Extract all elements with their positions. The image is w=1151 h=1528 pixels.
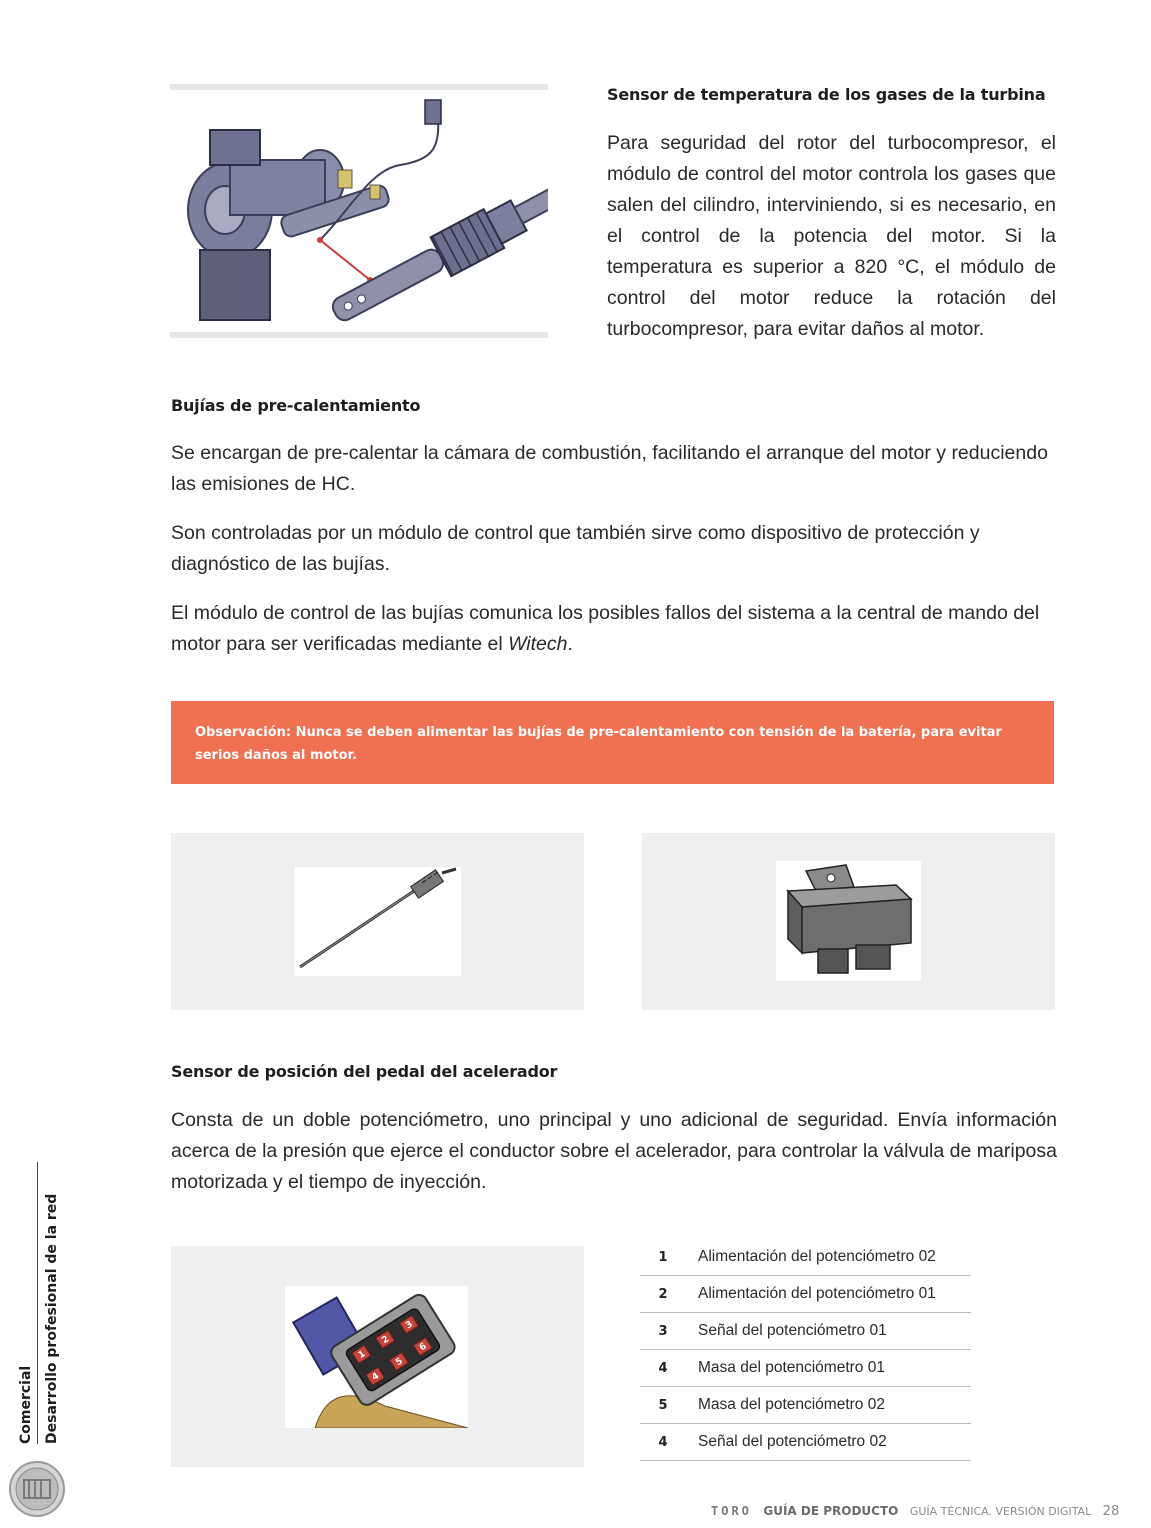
glow-plugs-heading: Bujías de pre-calentamiento — [171, 396, 421, 415]
witech-term: Witech — [508, 633, 568, 655]
glow-plug-control-module-image-box — [642, 833, 1055, 1010]
glow-plugs-text — [171, 438, 1057, 678]
table-row — [640, 1350, 971, 1387]
pin-number: 3 — [640, 1313, 686, 1350]
table-row — [640, 1239, 971, 1276]
pedal-connector-image-box — [171, 1246, 584, 1467]
connector-pin-label: 6 — [417, 1341, 429, 1354]
pedal-sensor-text: Consta de un doble potenciómetro, uno principal y uno adicional de seguridad. Envía información acerca de la presión que ejerce el conductor sobre el acelerador, para controlar la válvula de mariposa motorizada y el tiempo de inyección. — [171, 1109, 1057, 1193]
turbocharger-illustration — [170, 90, 548, 332]
sidebar-divider — [37, 1162, 38, 1444]
pin-description: Masa del potenciómetro 02 — [686, 1387, 971, 1424]
glow-plugs-paragraph-3-start: El módulo de control de las bujías comunica los posibles fallos del sistema a la central de mando del motor para ser verificadas mediante el — [171, 602, 1040, 655]
pedal-sensor-heading: Sensor de posición del pedal del acelerador — [171, 1062, 558, 1081]
pedal-connector-illustration — [285, 1286, 468, 1428]
pin-number: 1 — [640, 1239, 686, 1276]
pin-description: Alimentación del potenciómetro 01 — [686, 1276, 971, 1313]
connector-pin-label: 5 — [394, 1356, 405, 1369]
connector-pin-label: 1 — [356, 1349, 368, 1361]
sidebar-label-network: Desarrollo profesional de la red — [44, 1193, 60, 1444]
glow-plugs-paragraph-2: Son controladas por un módulo de control que también sirve como dispositivo de protección y diagnóstico de las bujías. — [171, 522, 980, 575]
glow-plug-image-box — [171, 833, 584, 1010]
turbo-sensor-heading: Sensor de temperatura de los gases de la turbina — [607, 85, 1046, 104]
glow-plugs-paragraph-1: Se encargan de pre-calentar la cámara de combustión, facilitando el arranque del motor y reduciendo las emisiones de HC. — [171, 442, 1048, 495]
fiat-logo-icon — [8, 1460, 66, 1518]
footer-guide: GUÍA TÉCNICA. VERSIÓN DIGITAL — [909, 1505, 1092, 1518]
connector-pin-label: 2 — [380, 1334, 392, 1347]
pin-number: 4 — [640, 1424, 686, 1461]
footer-product: GUÍA DE PRODUCTO — [763, 1504, 899, 1518]
table-row — [640, 1276, 971, 1313]
pin-number: 4 — [640, 1350, 686, 1387]
turbo-sensor-text: Para seguridad del rotor del turbocompresor, el módulo de control del motor controla los gases que salen del cilindro, interviniendo, si es necesario, en el control de la potencia del motor. Si la temperatura es superior a 820 °C, el módulo de control del motor reduce la rotación del turbocompresor, para evitar daños al motor. — [607, 132, 1056, 340]
footer-brand: TORO — [711, 1504, 752, 1518]
glow-plug-illustration — [294, 867, 461, 976]
pin-description: Alimentación del potenciómetro 02 — [686, 1239, 971, 1276]
page-number: 28 — [1102, 1504, 1120, 1519]
glow-plugs-paragraph-3-end: . — [567, 633, 573, 655]
pin-table — [640, 1239, 971, 1461]
pin-table-container — [640, 1239, 971, 1461]
glow-plugs-paragraph-3 — [171, 598, 1057, 660]
sidebar-label-comercial: Comercial — [18, 1365, 34, 1444]
observation-note: Observación: Nunca se deben alimentar las bujías de pre-calentamiento con tensión de la batería, para evitar serios daños al motor. — [171, 701, 1054, 784]
pin-description: Señal del potenciómetro 02 — [686, 1424, 971, 1461]
connector-pin-label: 3 — [404, 1319, 415, 1332]
fiat-logo — [8, 1460, 66, 1518]
table-row — [640, 1424, 971, 1461]
table-row — [640, 1313, 971, 1350]
control-module-illustration — [776, 861, 921, 981]
pin-description: Masa del potenciómetro 01 — [686, 1350, 971, 1387]
page-footer — [711, 1504, 1119, 1519]
pedal-connector-image — [285, 1286, 468, 1428]
glow-plug-control-module-image — [776, 861, 921, 981]
glow-plug-image — [294, 867, 461, 976]
pin-number: 5 — [640, 1387, 686, 1424]
pin-description: Señal del potenciómetro 01 — [686, 1313, 971, 1350]
pin-number: 2 — [640, 1276, 686, 1313]
table-row — [640, 1387, 971, 1424]
turbo-sensor-image — [170, 84, 548, 338]
connector-pin-label: 4 — [370, 1371, 382, 1383]
